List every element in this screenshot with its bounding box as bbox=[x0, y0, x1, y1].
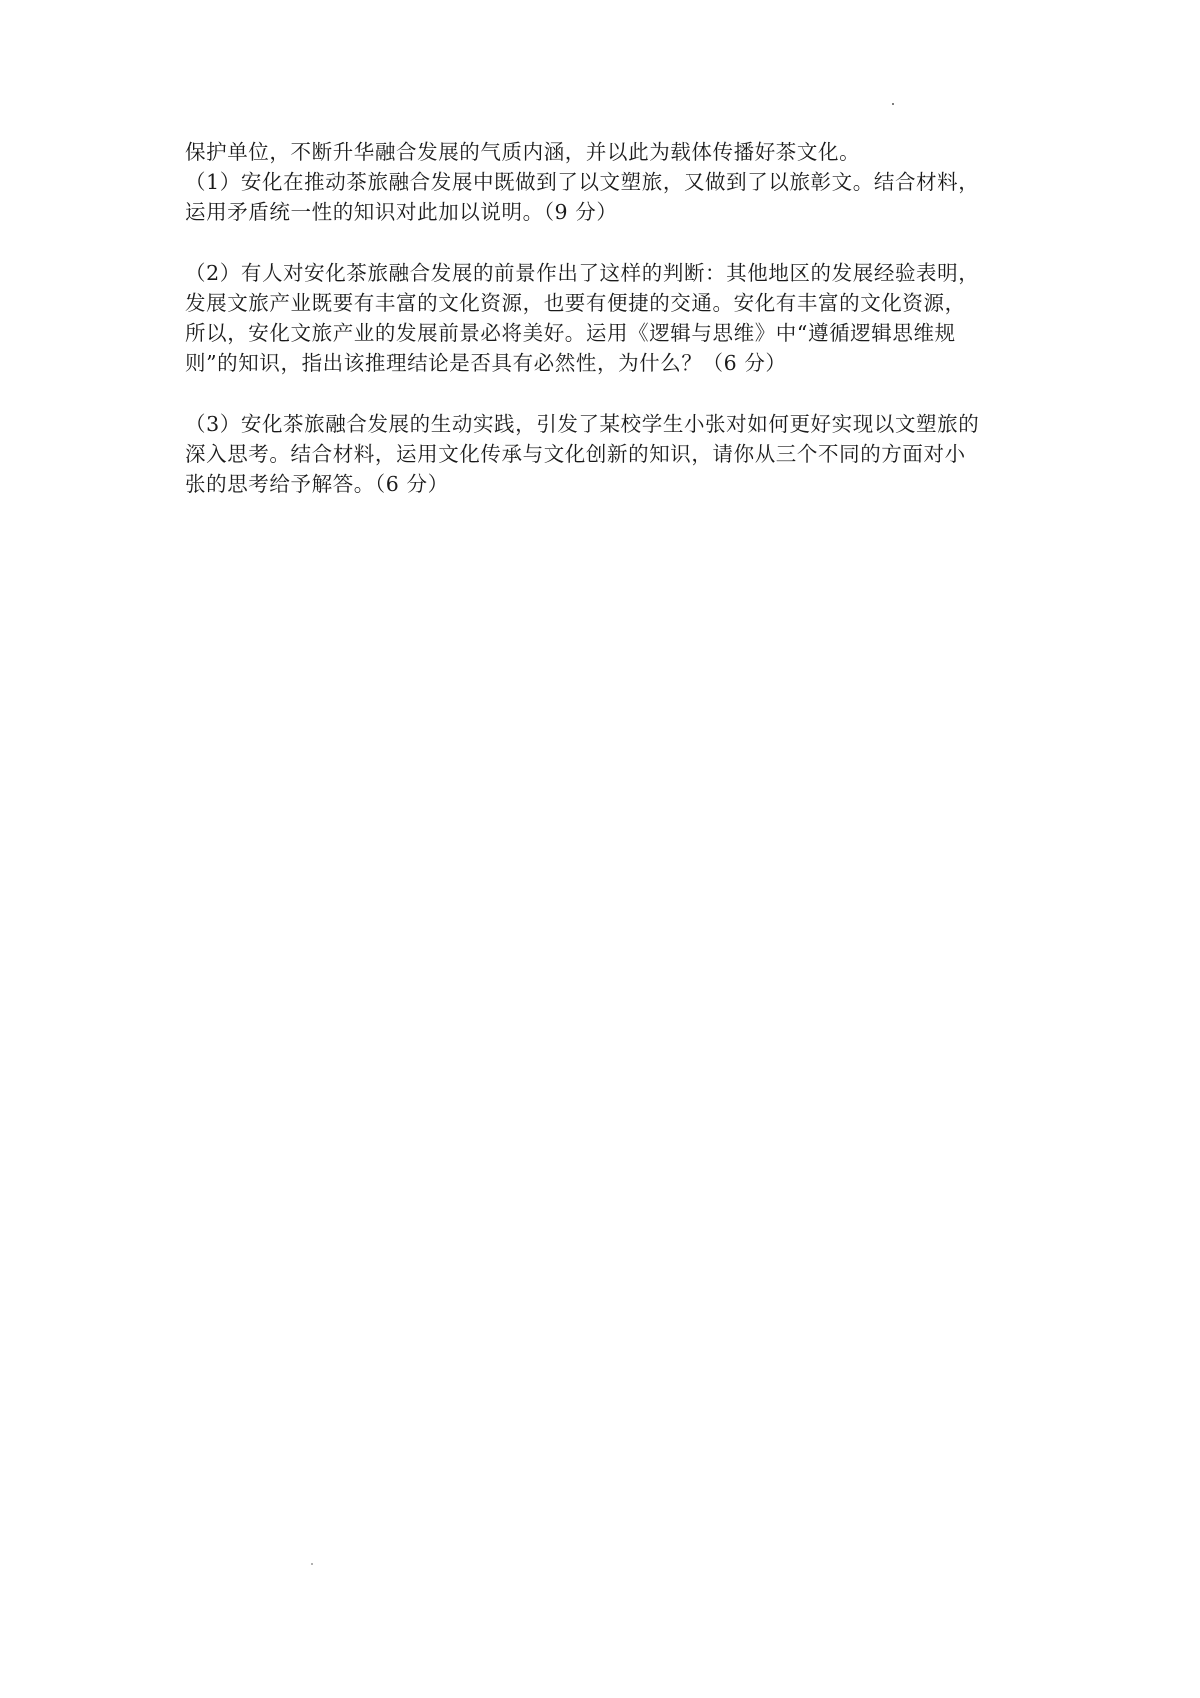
question-2 bbox=[185, 258, 1035, 378]
question-3-line-2: 深入思考。结合材料，运用文化传承与文化创新的知识，请你从三个不同的方面对小 bbox=[185, 442, 966, 466]
document-body bbox=[185, 137, 1035, 499]
question-1-line-2: 运用矛盾统一性的知识对此加以说明。（9 分） bbox=[185, 200, 618, 224]
question-3-line-3: 张的思考给予解答。（6 分） bbox=[185, 472, 449, 496]
question-3 bbox=[185, 409, 1035, 499]
paragraph-gap bbox=[185, 227, 1035, 258]
scan-speck bbox=[311, 1563, 313, 1565]
question-2-line-4: 则”的知识，指出该推理结论是否具有必然性，为什么？（6 分） bbox=[185, 351, 787, 375]
question-2-line-2: 发展文旅产业既要有丰富的文化资源，也要有便捷的交通。安化有丰富的文化资源， bbox=[185, 291, 966, 315]
question-2-line-3: 所以，安化文旅产业的发展前景必将美好。运用《逻辑与思维》中“遵循逻辑思维规 bbox=[185, 321, 956, 345]
question-2-line-1: （2）有人对安化茶旅融合发展的前景作出了这样的判断：其他地区的发展经验表明， bbox=[185, 261, 980, 285]
paragraph-gap bbox=[185, 378, 1035, 409]
question-1-line-1: （1）安化在推动茶旅融合发展中既做到了以文塑旅，又做到了以旅彰文。结合材料， bbox=[185, 170, 980, 194]
intro-line: 保护单位，不断升华融合发展的气质内涵，并以此为载体传播好茶文化。 bbox=[185, 140, 861, 164]
question-1 bbox=[185, 167, 1035, 227]
scan-speck bbox=[892, 103, 894, 105]
question-3-line-1: （3）安化茶旅融合发展的生动实践，引发了某校学生小张对如何更好实现以文塑旅的 bbox=[185, 412, 980, 436]
